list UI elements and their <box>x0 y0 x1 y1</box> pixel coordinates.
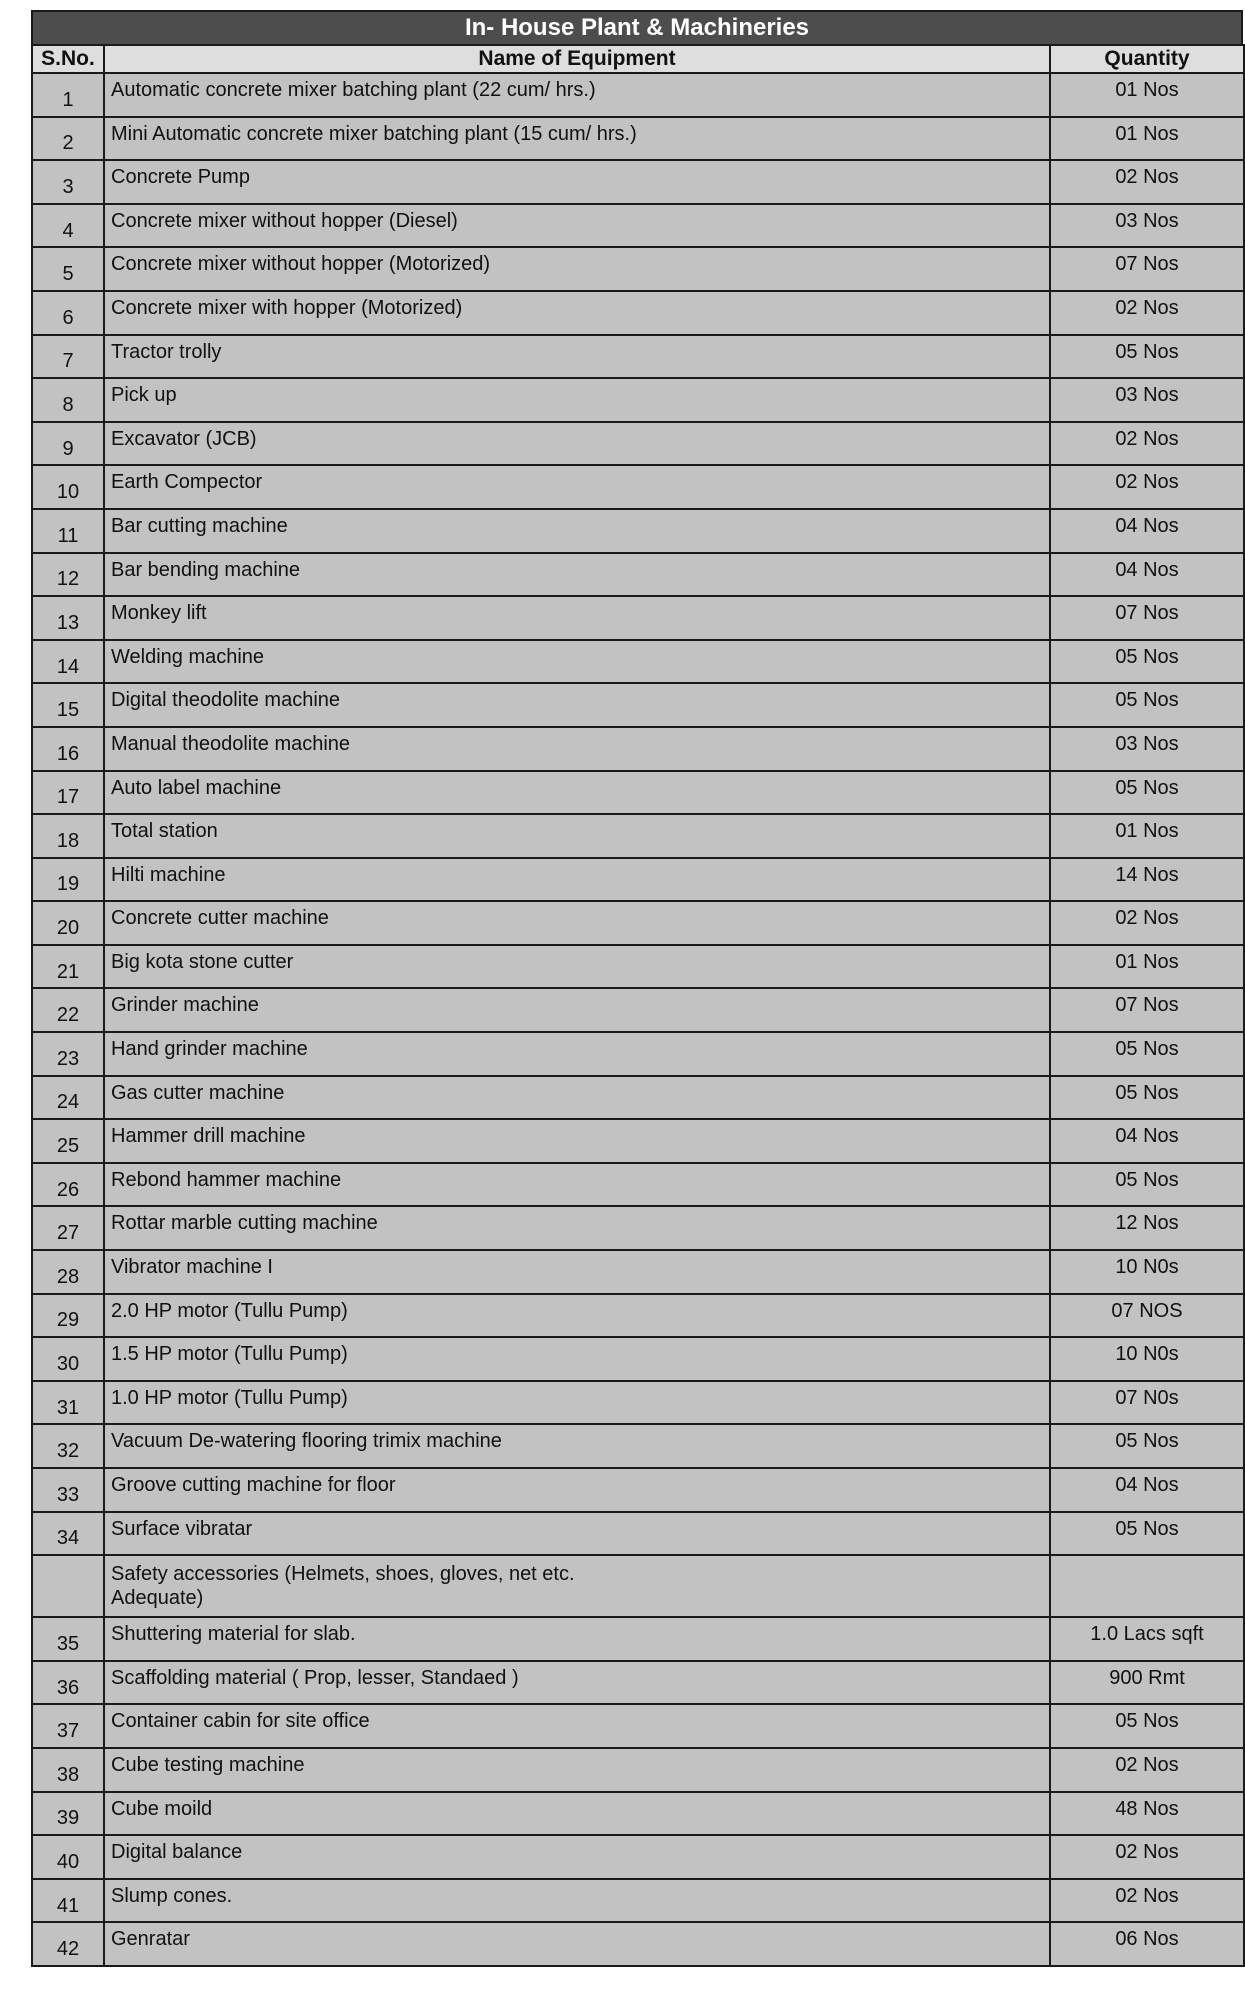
equipment-table <box>31 44 1245 1967</box>
row-sno: 37 <box>32 1704 104 1748</box>
table-row <box>32 509 1244 553</box>
row-equipment-name: Automatic concrete mixer batching plant (22 cum/ hrs.) <box>104 73 1050 117</box>
row-equipment-name: Bar bending machine <box>104 553 1050 597</box>
table-row <box>32 553 1244 597</box>
table-row <box>32 1206 1244 1250</box>
row-equipment-name: Surface vibratar <box>104 1512 1050 1556</box>
table-row <box>32 465 1244 509</box>
table-row <box>32 1922 1244 1966</box>
row-quantity: 12 Nos <box>1050 1206 1244 1250</box>
table-row <box>32 1792 1244 1836</box>
row-sno: 24 <box>32 1076 104 1120</box>
table-title: In- House Plant & Machineries <box>31 10 1243 44</box>
row-equipment-name: Shuttering material for slab. <box>104 1617 1050 1661</box>
row-quantity: 05 Nos <box>1050 1032 1244 1076</box>
row-equipment-name: Monkey lift <box>104 596 1050 640</box>
row-equipment-name: Grinder machine <box>104 988 1050 1032</box>
row-quantity: 02 Nos <box>1050 160 1244 204</box>
table-row <box>32 683 1244 727</box>
table-row <box>32 1337 1244 1381</box>
row-sno: 9 <box>32 422 104 466</box>
row-equipment-name: Hand grinder machine <box>104 1032 1050 1076</box>
table-row <box>32 73 1244 117</box>
row-quantity: 06 Nos <box>1050 1922 1244 1966</box>
row-sno: 26 <box>32 1163 104 1207</box>
table-row <box>32 901 1244 945</box>
row-equipment-name: 2.0 HP motor (Tullu Pump) <box>104 1294 1050 1338</box>
row-equipment-name: Rottar marble cutting machine <box>104 1206 1050 1250</box>
table-row <box>32 378 1244 422</box>
row-equipment-name: Genratar <box>104 1922 1050 1966</box>
table-row <box>32 117 1244 161</box>
row-equipment-name: Hammer drill machine <box>104 1119 1050 1163</box>
row-equipment-name: Excavator (JCB) <box>104 422 1050 466</box>
row-quantity: 10 N0s <box>1050 1250 1244 1294</box>
table-row <box>32 1512 1244 1556</box>
row-sno: 8 <box>32 378 104 422</box>
table-row <box>32 1879 1244 1923</box>
table-row <box>32 1119 1244 1163</box>
row-sno: 2 <box>32 117 104 161</box>
row-sno: 33 <box>32 1468 104 1512</box>
row-equipment-name-line2: Adequate) <box>111 1587 204 1610</box>
row-quantity <box>1050 1555 1244 1617</box>
row-quantity: 05 Nos <box>1050 1163 1244 1207</box>
row-quantity: 07 Nos <box>1050 247 1244 291</box>
row-sno: 40 <box>32 1835 104 1879</box>
row-equipment-name: Groove cutting machine for floor <box>104 1468 1050 1512</box>
table-row <box>32 247 1244 291</box>
row-equipment-name: Mini Automatic concrete mixer batching plant (15 cum/ hrs.) <box>104 117 1050 161</box>
row-equipment-name: Concrete mixer without hopper (Diesel) <box>104 204 1050 248</box>
row-quantity: 01 Nos <box>1050 73 1244 117</box>
row-equipment-name: Concrete mixer with hopper (Motorized) <box>104 291 1050 335</box>
row-quantity: 02 Nos <box>1050 291 1244 335</box>
row-sno: 34 <box>32 1512 104 1556</box>
row-quantity: 05 Nos <box>1050 640 1244 684</box>
row-quantity: 07 NOS <box>1050 1294 1244 1338</box>
row-equipment-name: Scaffolding material ( Prop, lesser, Standaed ) <box>104 1661 1050 1705</box>
row-sno: 7 <box>32 335 104 379</box>
row-quantity: 07 Nos <box>1050 988 1244 1032</box>
header-name: Name of Equipment <box>104 45 1050 73</box>
row-equipment-name: Pick up <box>104 378 1050 422</box>
table-row <box>32 422 1244 466</box>
row-equipment-name: 1.5 HP motor (Tullu Pump) <box>104 1337 1050 1381</box>
table-row <box>32 204 1244 248</box>
row-equipment-name: Big kota stone cutter <box>104 945 1050 989</box>
row-sno: 19 <box>32 858 104 902</box>
row-quantity: 04 Nos <box>1050 1468 1244 1512</box>
row-sno: 39 <box>32 1792 104 1836</box>
row-quantity: 900 Rmt <box>1050 1661 1244 1705</box>
row-sno: 29 <box>32 1294 104 1338</box>
table-row <box>32 858 1244 902</box>
table-row <box>32 291 1244 335</box>
row-sno: 4 <box>32 204 104 248</box>
row-quantity: 07 N0s <box>1050 1381 1244 1425</box>
table-row <box>32 335 1244 379</box>
row-equipment-name <box>104 1555 1050 1617</box>
row-sno: 30 <box>32 1337 104 1381</box>
row-sno: 20 <box>32 901 104 945</box>
row-equipment-name: Cube moild <box>104 1792 1050 1836</box>
row-sno: 32 <box>32 1424 104 1468</box>
row-equipment-name: Bar cutting machine <box>104 509 1050 553</box>
table-row <box>32 727 1244 771</box>
row-quantity: 03 Nos <box>1050 204 1244 248</box>
header-quantity: Quantity <box>1050 45 1244 73</box>
row-quantity: 05 Nos <box>1050 1076 1244 1120</box>
row-sno: 18 <box>32 814 104 858</box>
row-quantity: 07 Nos <box>1050 596 1244 640</box>
table-row <box>32 1835 1244 1879</box>
row-quantity: 03 Nos <box>1050 378 1244 422</box>
row-quantity: 01 Nos <box>1050 945 1244 989</box>
row-sno: 17 <box>32 771 104 815</box>
table-row <box>32 1032 1244 1076</box>
row-sno: 14 <box>32 640 104 684</box>
row-sno: 16 <box>32 727 104 771</box>
row-quantity: 05 Nos <box>1050 335 1244 379</box>
table-row <box>32 945 1244 989</box>
row-equipment-name: Concrete mixer without hopper (Motorized) <box>104 247 1050 291</box>
row-equipment-name: Manual theodolite machine <box>104 727 1050 771</box>
row-equipment-name: Total station <box>104 814 1050 858</box>
row-sno: 15 <box>32 683 104 727</box>
table-row <box>32 1617 1244 1661</box>
table-row <box>32 1076 1244 1120</box>
row-sno: 6 <box>32 291 104 335</box>
table-row <box>32 1555 1244 1617</box>
row-sno: 31 <box>32 1381 104 1425</box>
row-sno <box>32 1555 104 1617</box>
row-quantity: 10 N0s <box>1050 1337 1244 1381</box>
header-sno: S.No. <box>32 45 104 73</box>
row-quantity: 02 Nos <box>1050 1879 1244 1923</box>
row-sno: 3 <box>32 160 104 204</box>
row-quantity: 05 Nos <box>1050 1704 1244 1748</box>
row-sno: 5 <box>32 247 104 291</box>
table-row <box>32 160 1244 204</box>
row-equipment-name: Earth Compector <box>104 465 1050 509</box>
table-row <box>32 814 1244 858</box>
row-equipment-name: Slump cones. <box>104 1879 1050 1923</box>
row-equipment-name: Cube testing machine <box>104 1748 1050 1792</box>
row-equipment-name: Hilti machine <box>104 858 1050 902</box>
table-row <box>32 1468 1244 1512</box>
row-quantity: 02 Nos <box>1050 422 1244 466</box>
row-quantity: 04 Nos <box>1050 553 1244 597</box>
table-row <box>32 988 1244 1032</box>
table-row <box>32 1381 1244 1425</box>
row-sno: 22 <box>32 988 104 1032</box>
row-sno: 1 <box>32 73 104 117</box>
row-equipment-name: Gas cutter machine <box>104 1076 1050 1120</box>
row-sno: 25 <box>32 1119 104 1163</box>
table-row <box>32 1424 1244 1468</box>
table-row <box>32 771 1244 815</box>
row-sno: 35 <box>32 1617 104 1661</box>
row-equipment-name: Digital balance <box>104 1835 1050 1879</box>
row-sno: 41 <box>32 1879 104 1923</box>
row-quantity: 02 Nos <box>1050 901 1244 945</box>
table-row <box>32 596 1244 640</box>
row-quantity: 02 Nos <box>1050 1835 1244 1879</box>
row-sno: 38 <box>32 1748 104 1792</box>
row-quantity: 04 Nos <box>1050 1119 1244 1163</box>
row-quantity: 02 Nos <box>1050 465 1244 509</box>
row-quantity: 02 Nos <box>1050 1748 1244 1792</box>
row-equipment-name: Digital theodolite machine <box>104 683 1050 727</box>
row-sno: 13 <box>32 596 104 640</box>
row-equipment-name: Auto label machine <box>104 771 1050 815</box>
table-row <box>32 1748 1244 1792</box>
row-equipment-name: Vacuum De-watering flooring trimix machine <box>104 1424 1050 1468</box>
equipment-sheet <box>31 10 1243 1967</box>
row-equipment-name: Container cabin for site office <box>104 1704 1050 1748</box>
row-sno: 21 <box>32 945 104 989</box>
row-equipment-name: Concrete Pump <box>104 160 1050 204</box>
table-body <box>32 73 1244 1966</box>
table-row <box>32 1163 1244 1207</box>
row-equipment-name: Rebond hammer machine <box>104 1163 1050 1207</box>
table-row <box>32 1661 1244 1705</box>
row-sno: 23 <box>32 1032 104 1076</box>
row-sno: 28 <box>32 1250 104 1294</box>
table-row <box>32 1250 1244 1294</box>
row-quantity: 05 Nos <box>1050 1512 1244 1556</box>
row-quantity: 05 Nos <box>1050 683 1244 727</box>
row-equipment-name: 1.0 HP motor (Tullu Pump) <box>104 1381 1050 1425</box>
row-sno: 10 <box>32 465 104 509</box>
row-quantity: 01 Nos <box>1050 117 1244 161</box>
row-sno: 27 <box>32 1206 104 1250</box>
row-quantity: 1.0 Lacs sqft <box>1050 1617 1244 1661</box>
table-row <box>32 1294 1244 1338</box>
row-equipment-name: Welding machine <box>104 640 1050 684</box>
header-row <box>32 45 1244 73</box>
table-row <box>32 640 1244 684</box>
row-sno: 36 <box>32 1661 104 1705</box>
row-quantity: 04 Nos <box>1050 509 1244 553</box>
row-quantity: 48 Nos <box>1050 1792 1244 1836</box>
row-equipment-name-line1: Safety accessories (Helmets, shoes, gloves, net etc. <box>111 1563 575 1586</box>
row-quantity: 03 Nos <box>1050 727 1244 771</box>
row-quantity: 05 Nos <box>1050 1424 1244 1468</box>
row-equipment-name: Concrete cutter machine <box>104 901 1050 945</box>
row-quantity: 05 Nos <box>1050 771 1244 815</box>
row-quantity: 14 Nos <box>1050 858 1244 902</box>
row-equipment-name: Tractor trolly <box>104 335 1050 379</box>
table-row <box>32 1704 1244 1748</box>
row-quantity: 01 Nos <box>1050 814 1244 858</box>
row-equipment-name: Vibrator machine I <box>104 1250 1050 1294</box>
row-sno: 42 <box>32 1922 104 1966</box>
row-sno: 11 <box>32 509 104 553</box>
row-sno: 12 <box>32 553 104 597</box>
